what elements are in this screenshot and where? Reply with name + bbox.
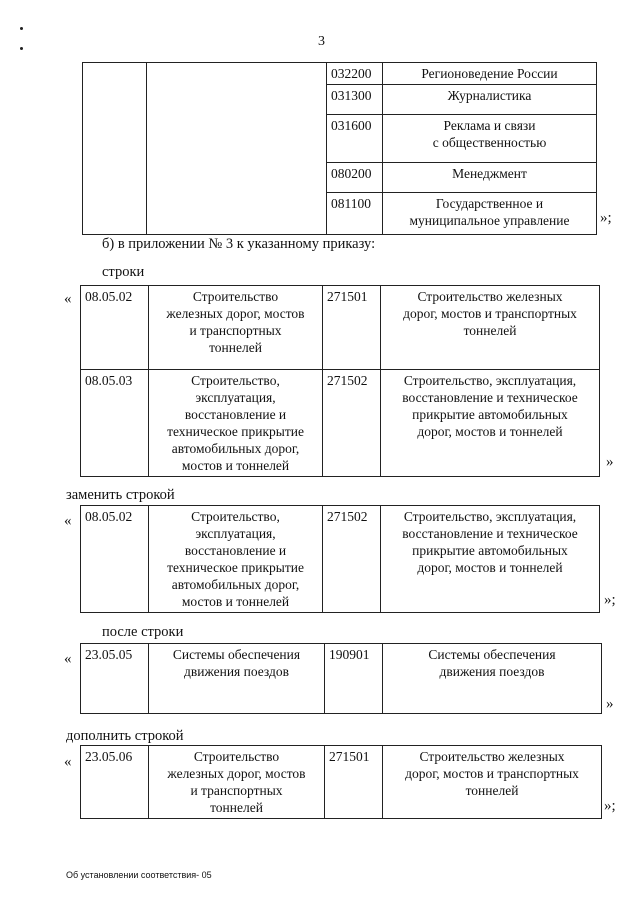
code-cell: 080200 xyxy=(327,163,383,193)
label-replace: заменить строкой xyxy=(66,487,175,503)
code-cell: 08.05.03 xyxy=(81,370,149,477)
opening-quote: « xyxy=(64,291,72,307)
scan-dot xyxy=(20,27,23,30)
label-add: дополнить строкой xyxy=(66,728,184,744)
table-row xyxy=(81,370,600,477)
opening-quote: « xyxy=(64,513,72,529)
name-cell: Журналистика xyxy=(383,85,597,115)
code-cell: 081100 xyxy=(327,193,383,235)
table-row xyxy=(81,286,600,370)
name-cell: Системы обеспечения движения поездов xyxy=(383,644,602,714)
code-cell: 271502 xyxy=(323,506,381,613)
name-cell: Строительство, эксплуатация, восстановление и техническое прикрытие автомобильных дорог, мостов и тоннелей xyxy=(149,506,323,613)
table-row xyxy=(81,506,600,613)
code-cell: 23.05.05 xyxy=(81,644,149,714)
empty-cell xyxy=(147,63,327,235)
code-cell: 08.05.02 xyxy=(81,286,149,370)
closing-quote: » xyxy=(606,696,614,712)
name-cell: Системы обеспечения движения поездов xyxy=(149,644,325,714)
label-rows: строки xyxy=(102,264,145,280)
add-table xyxy=(80,745,602,819)
name-cell: Реклама и связи с общественностью xyxy=(383,115,597,163)
code-cell: 271501 xyxy=(325,746,383,819)
table-row xyxy=(81,644,602,714)
closing-quote: »; xyxy=(600,210,612,226)
opening-quote: « xyxy=(64,651,72,667)
name-cell: Строительство железных дорог, мостов и транспортных тоннелей xyxy=(381,286,600,370)
label-after: после строки xyxy=(102,624,184,640)
code-cell: 271501 xyxy=(323,286,381,370)
code-cell: 190901 xyxy=(325,644,383,714)
table-row xyxy=(81,746,602,819)
name-cell: Государственное и муниципальное управление xyxy=(383,193,597,235)
name-cell: Строительство, эксплуатация, восстановление и техническое прикрытие автомобильных дорог, мостов и тоннелей xyxy=(381,506,600,613)
paragraph-b: б) в приложении № 3 к указанному приказу: xyxy=(102,236,376,252)
table-row xyxy=(83,63,597,85)
name-cell: Строительство железных дорог, мостов и транспортных тоннелей xyxy=(149,746,325,819)
scan-dot xyxy=(20,47,23,50)
footer-note: Об установлении соответствия- 05 xyxy=(66,870,212,880)
code-cell: 08.05.02 xyxy=(81,506,149,613)
empty-cell xyxy=(83,63,147,235)
closing-quote: »; xyxy=(604,798,616,814)
closing-quote: »; xyxy=(604,592,616,608)
name-cell: Менеджмент xyxy=(383,163,597,193)
rows-table xyxy=(80,285,600,477)
after-table xyxy=(80,643,602,714)
code-cell: 271502 xyxy=(323,370,381,477)
opening-quote: « xyxy=(64,754,72,770)
top-table xyxy=(82,62,597,235)
code-cell: 031600 xyxy=(327,115,383,163)
code-cell: 032200 xyxy=(327,63,383,85)
replace-table xyxy=(80,505,600,613)
page-number: 3 xyxy=(318,34,325,49)
name-cell: Регионоведение России xyxy=(383,63,597,85)
name-cell: Строительство, эксплуатация, восстановление и техническое прикрытие автомобильных дорог, мостов и тоннелей xyxy=(381,370,600,477)
name-cell: Строительство, эксплуатация, восстановление и техническое прикрытие автомобильных дорог, мостов и тоннелей xyxy=(149,370,323,477)
code-cell: 031300 xyxy=(327,85,383,115)
closing-quote: » xyxy=(606,454,614,470)
name-cell: Строительство железных дорог, мостов и транспортных тоннелей xyxy=(149,286,323,370)
code-cell: 23.05.06 xyxy=(81,746,149,819)
name-cell: Строительство железных дорог, мостов и транспортных тоннелей xyxy=(383,746,602,819)
